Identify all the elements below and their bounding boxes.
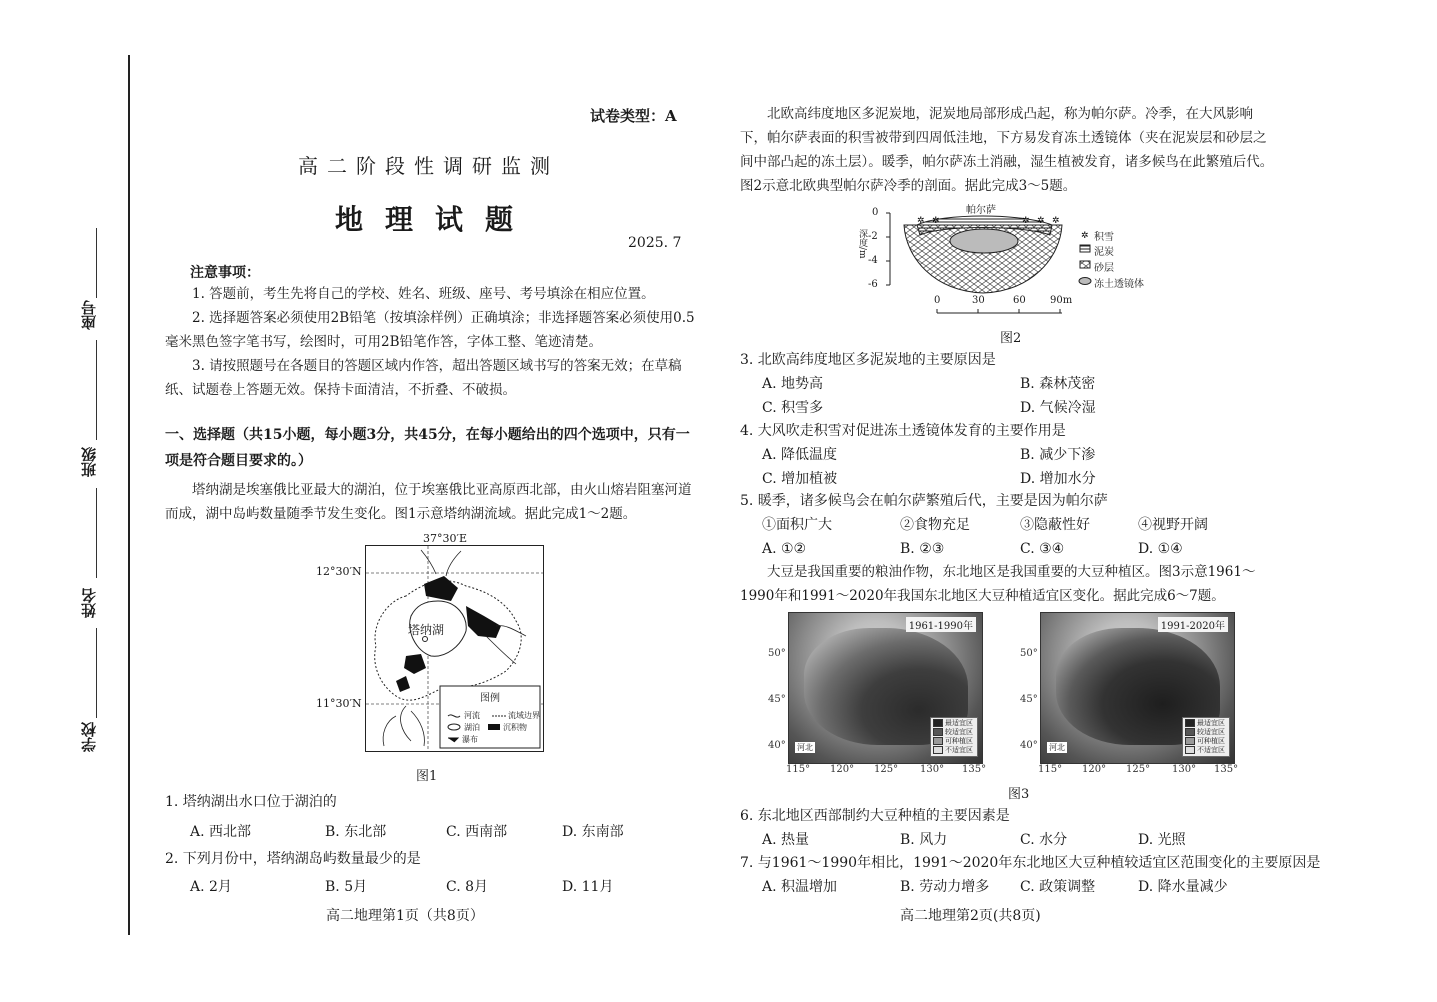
svg-text:✲: ✲ xyxy=(932,216,940,226)
fig3-map1-title: 1961-1990年 xyxy=(906,617,976,632)
q5-option-a[interactable]: A. ①② xyxy=(762,541,807,557)
q5-statement-1: ①面积广大 xyxy=(762,517,832,533)
q1-stem: 1. 塔纳湖出水口位于湖泊的 xyxy=(165,794,337,810)
notice-title: 注意事项： xyxy=(190,265,260,281)
fig3-map1-legend-good: 较适宜区 xyxy=(945,727,973,736)
q6-option-d[interactable]: D. 光照 xyxy=(1138,832,1186,848)
q5-statement-2: ②食物充足 xyxy=(900,517,970,533)
fig3-map1-legend-best: 最适宜区 xyxy=(945,718,973,727)
fig3-map2-legend xyxy=(1182,717,1230,757)
fig3-map1-lon-135: 135° xyxy=(962,764,987,775)
fig1-legend-boundary: 流域边界 xyxy=(508,711,540,720)
page1-footer: 高二地理第1页（共8页） xyxy=(326,908,484,924)
q2-option-c[interactable]: C. 8月 xyxy=(446,879,489,895)
q7-option-c[interactable]: C. 政策调整 xyxy=(1020,879,1096,895)
exam-date: 2025. 7 xyxy=(628,235,682,251)
q1-option-a[interactable]: A. 西北部 xyxy=(190,824,252,840)
fig3-map1-lon-120: 120° xyxy=(830,764,855,775)
fig1-lake-label: 塔纳湖 xyxy=(408,623,445,637)
fig3-map2-legend-ok: 可种植区 xyxy=(1197,736,1225,745)
fig3-map2-lon-115: 115° xyxy=(1038,764,1063,775)
fig3-map1-lon-130: 130° xyxy=(920,764,945,775)
q3-stem: 3. 北欧高纬度地区多泥炭地的主要原因是 xyxy=(740,352,996,368)
fig2-palsa-label: 帕尔萨 xyxy=(966,205,996,216)
svg-text:✲: ✲ xyxy=(1052,216,1060,226)
q3-option-d[interactable]: D. 气候冷湿 xyxy=(1020,400,1096,416)
fig3-map1-lat-40: 40° xyxy=(768,740,786,751)
paper-type: 试卷类型：A xyxy=(590,107,677,125)
fig2-ytick-1: -2 xyxy=(868,231,878,242)
fig2-ytick-2: -4 xyxy=(868,255,878,266)
q4-option-c[interactable]: C. 增加植被 xyxy=(762,471,838,487)
fig1-legend-river: 河流 xyxy=(464,711,480,720)
fig2-legend-snow: 积雪 xyxy=(1094,232,1114,243)
fig3-map2-lat-50: 50° xyxy=(1020,648,1038,659)
class-label: 班级 xyxy=(80,447,98,477)
fig3-map2-lat-40: 40° xyxy=(1020,740,1038,751)
fig2-xtick-2: 60 xyxy=(1013,295,1026,306)
fig2-xtick-3: 90m xyxy=(1050,295,1073,306)
class-field-line xyxy=(96,340,97,440)
svg-text:✲: ✲ xyxy=(1037,216,1045,226)
q4-option-d[interactable]: D. 增加水分 xyxy=(1020,471,1096,487)
q2-stem: 2. 下列月份中，塔纳湖岛屿数量最少的是 xyxy=(165,851,421,867)
fig1-caption: 图1 xyxy=(416,769,438,784)
fig3-map2-title: 1991-2020年 xyxy=(1158,617,1228,632)
q2-option-b[interactable]: B. 5月 xyxy=(325,879,368,895)
q1-option-b[interactable]: B. 东北部 xyxy=(325,824,387,840)
fig2-legend-sand: 砂层 xyxy=(1094,263,1114,274)
fig2-section xyxy=(857,203,1162,321)
fig3-map-1961-1990 xyxy=(788,612,983,764)
fig3-map1-lat-50: 50° xyxy=(768,648,786,659)
q4-option-a[interactable]: A. 降低温度 xyxy=(762,447,838,463)
section-1-heading: 一、选择题（共15小题，每小题3分，共45分，在每小题给出的四个选项中，只有一项是符合题目要求的。） xyxy=(165,427,690,469)
q7-stem: 7. 与1961～1990年相比，1991～2020年东北地区大豆种植较适宜区范围变化的主要原因是 xyxy=(740,855,1321,871)
fig2-legend-lens: 冻土透镜体 xyxy=(1094,279,1144,290)
fig3-caption: 图3 xyxy=(1008,787,1030,802)
q1-option-c[interactable]: C. 西南部 xyxy=(446,824,508,840)
fig3-map1-lon-115: 115° xyxy=(786,764,811,775)
q5-statement-4: ④视野开阔 xyxy=(1138,517,1208,533)
fig1-legend-lake: 湖泊 xyxy=(464,723,480,732)
q6-option-a[interactable]: A. 热量 xyxy=(762,832,810,848)
q6-option-b[interactable]: B. 风力 xyxy=(900,832,948,848)
fig2-xtick-1: 30 xyxy=(972,295,985,306)
q6-stem: 6. 东北地区西部制约大豆种植的主要因素是 xyxy=(740,808,1010,824)
fig3-map2-legend-none: 不适宜区 xyxy=(1197,745,1225,754)
fig3-map2-lon-130: 130° xyxy=(1172,764,1197,775)
fig3-map1-legend-ok: 可种植区 xyxy=(945,736,973,745)
q3-option-b[interactable]: B. 森林茂密 xyxy=(1020,376,1096,392)
exam-title: 地理试题 xyxy=(335,203,536,236)
fig2-caption: 图2 xyxy=(1000,331,1022,346)
fig2-ylabel: 深度/m xyxy=(857,229,867,259)
fig1-legend-waterfall: 瀑布 xyxy=(462,735,478,744)
fig1-lat-bottom: 11°30′N xyxy=(316,697,362,710)
q5-stem: 5. 暖季，诸多候鸟会在帕尔萨繁殖后代，主要是因为帕尔萨 xyxy=(740,493,1108,509)
q6-option-c[interactable]: C. 水分 xyxy=(1020,832,1068,848)
fig2-ytick-3: -6 xyxy=(868,279,878,290)
fig3-map1-legend-none: 不适宜区 xyxy=(945,745,973,754)
fig3-map-1991-2020 xyxy=(1040,612,1235,764)
fig1-legend-sediment: 沉积物 xyxy=(503,723,527,732)
binding-line xyxy=(128,55,130,935)
q2-option-a[interactable]: A. 2月 xyxy=(190,879,232,895)
fig1-lat-top: 12°30′N xyxy=(316,565,362,578)
fig3-map1-place: 河北 xyxy=(797,743,813,752)
intro-tana: 塔纳湖是埃塞俄比亚最大的湖泊，位于埃塞俄比亚高原西北部，由火山熔岩阻塞河道而成，湖中岛屿数量随季节发生变化。图1示意塔纳湖流域。据此完成1～2题。 xyxy=(165,482,692,522)
seat-label: 座号 xyxy=(80,300,98,330)
fig2-legend-peat: 泥炭 xyxy=(1094,247,1114,258)
q7-option-d[interactable]: D. 降水量减少 xyxy=(1138,879,1228,895)
name-field-line xyxy=(96,488,97,578)
fig3-map2-legend-good: 较适宜区 xyxy=(1197,727,1225,736)
q2-option-d[interactable]: D. 11月 xyxy=(562,879,614,895)
q5-option-d[interactable]: D. ①④ xyxy=(1138,541,1183,557)
fig3-map2-lon-125: 125° xyxy=(1126,764,1151,775)
svg-text:✲: ✲ xyxy=(917,216,925,226)
school-label: 学校 xyxy=(80,722,98,752)
notice-item-2: 2. 选择题答案必须使用2B铅笔（按填涂样例）正确填涂；非选择题答案必须使用0.5毫米黑色签字笔书写，绘图时，可用2B铅笔作答，字体工整、笔迹清楚。 xyxy=(165,310,695,350)
fig3-map2-lon-120: 120° xyxy=(1082,764,1107,775)
school-field-line xyxy=(96,628,97,718)
q4-option-b[interactable]: B. 减少下渗 xyxy=(1020,447,1096,463)
q3-option-c[interactable]: C. 积雪多 xyxy=(762,400,824,416)
fig3-map2-lat-45: 45° xyxy=(1020,694,1038,705)
q5-statement-3: ③隐蔽性好 xyxy=(1020,517,1090,533)
exam-heading: 高二阶段性调研监测 xyxy=(298,154,559,178)
q3-option-a[interactable]: A. 地势高 xyxy=(762,376,824,392)
svg-text:✲: ✲ xyxy=(1081,231,1089,241)
q7-option-b[interactable]: B. 劳动力增多 xyxy=(900,879,990,895)
fig3-map1-lat-45: 45° xyxy=(768,694,786,705)
fig3-map1-legend xyxy=(930,717,978,757)
notice-item-3: 3. 请按照题号在各题目的答题区域内作答，超出答题区域书写的答案无效；在草稿纸、试题卷上答题无效。保持卡面清洁，不折叠、不破损。 xyxy=(165,358,682,398)
q5-option-b[interactable]: B. ②③ xyxy=(900,541,945,557)
fig2-drawing xyxy=(862,203,1162,321)
fig1-legend-title: 图例 xyxy=(480,693,500,704)
fig1-map xyxy=(365,545,544,752)
fig2-ytick-0: 0 xyxy=(872,207,879,218)
fig3-map2-lon-135: 135° xyxy=(1214,764,1239,775)
q5-option-c[interactable]: C. ③④ xyxy=(1020,541,1065,557)
fig1-lon-label: 37°30′E xyxy=(423,532,468,545)
q4-stem: 4. 大风吹走积雪对促进冻土透镜体发育的主要作用是 xyxy=(740,423,1066,439)
fig3-map1-lon-125: 125° xyxy=(874,764,899,775)
q1-option-d[interactable]: D. 东南部 xyxy=(562,824,624,840)
notice-item-1: 1. 答题前，考生先将自己的学校、姓名、班级、座号、考号填涂在相应位置。 xyxy=(192,286,655,302)
intro-soybean: 大豆是我国重要的粮油作物，东北地区是我国重要的大豆种植区。图3示意1961～1990年和1991～2020年我国东北地区大豆种植适宜区变化。据此完成6～7题。 xyxy=(740,564,1256,604)
svg-text:✲: ✲ xyxy=(1022,216,1030,226)
name-label: 姓名 xyxy=(80,588,98,618)
q7-option-a[interactable]: A. 积温增加 xyxy=(762,879,838,895)
seat-field-line xyxy=(96,228,97,298)
fig2-xtick-0: 0 xyxy=(934,295,941,306)
page2-footer: 高二地理第2页(共8页) xyxy=(900,908,1041,924)
intro-palsa: 北欧高纬度地区多泥炭地，泥炭地局部形成凸起，称为帕尔萨。冷季，在大风影响下，帕尔萨表面的积雪被带到四周低洼地，下方易发育冻土透镜体（夹在泥炭层和砂层之间中部凸起的冻土层）。暖季，帕尔萨冻土消融，湿生植被发育，诸多候鸟在此繁殖后代。图2示意北欧典型帕尔萨冷季的剖面。据此完成3～5题。 xyxy=(740,106,1274,194)
fig3-map2-place: 河北 xyxy=(1049,743,1065,752)
fig3-map2-legend-best: 最适宜区 xyxy=(1197,718,1225,727)
